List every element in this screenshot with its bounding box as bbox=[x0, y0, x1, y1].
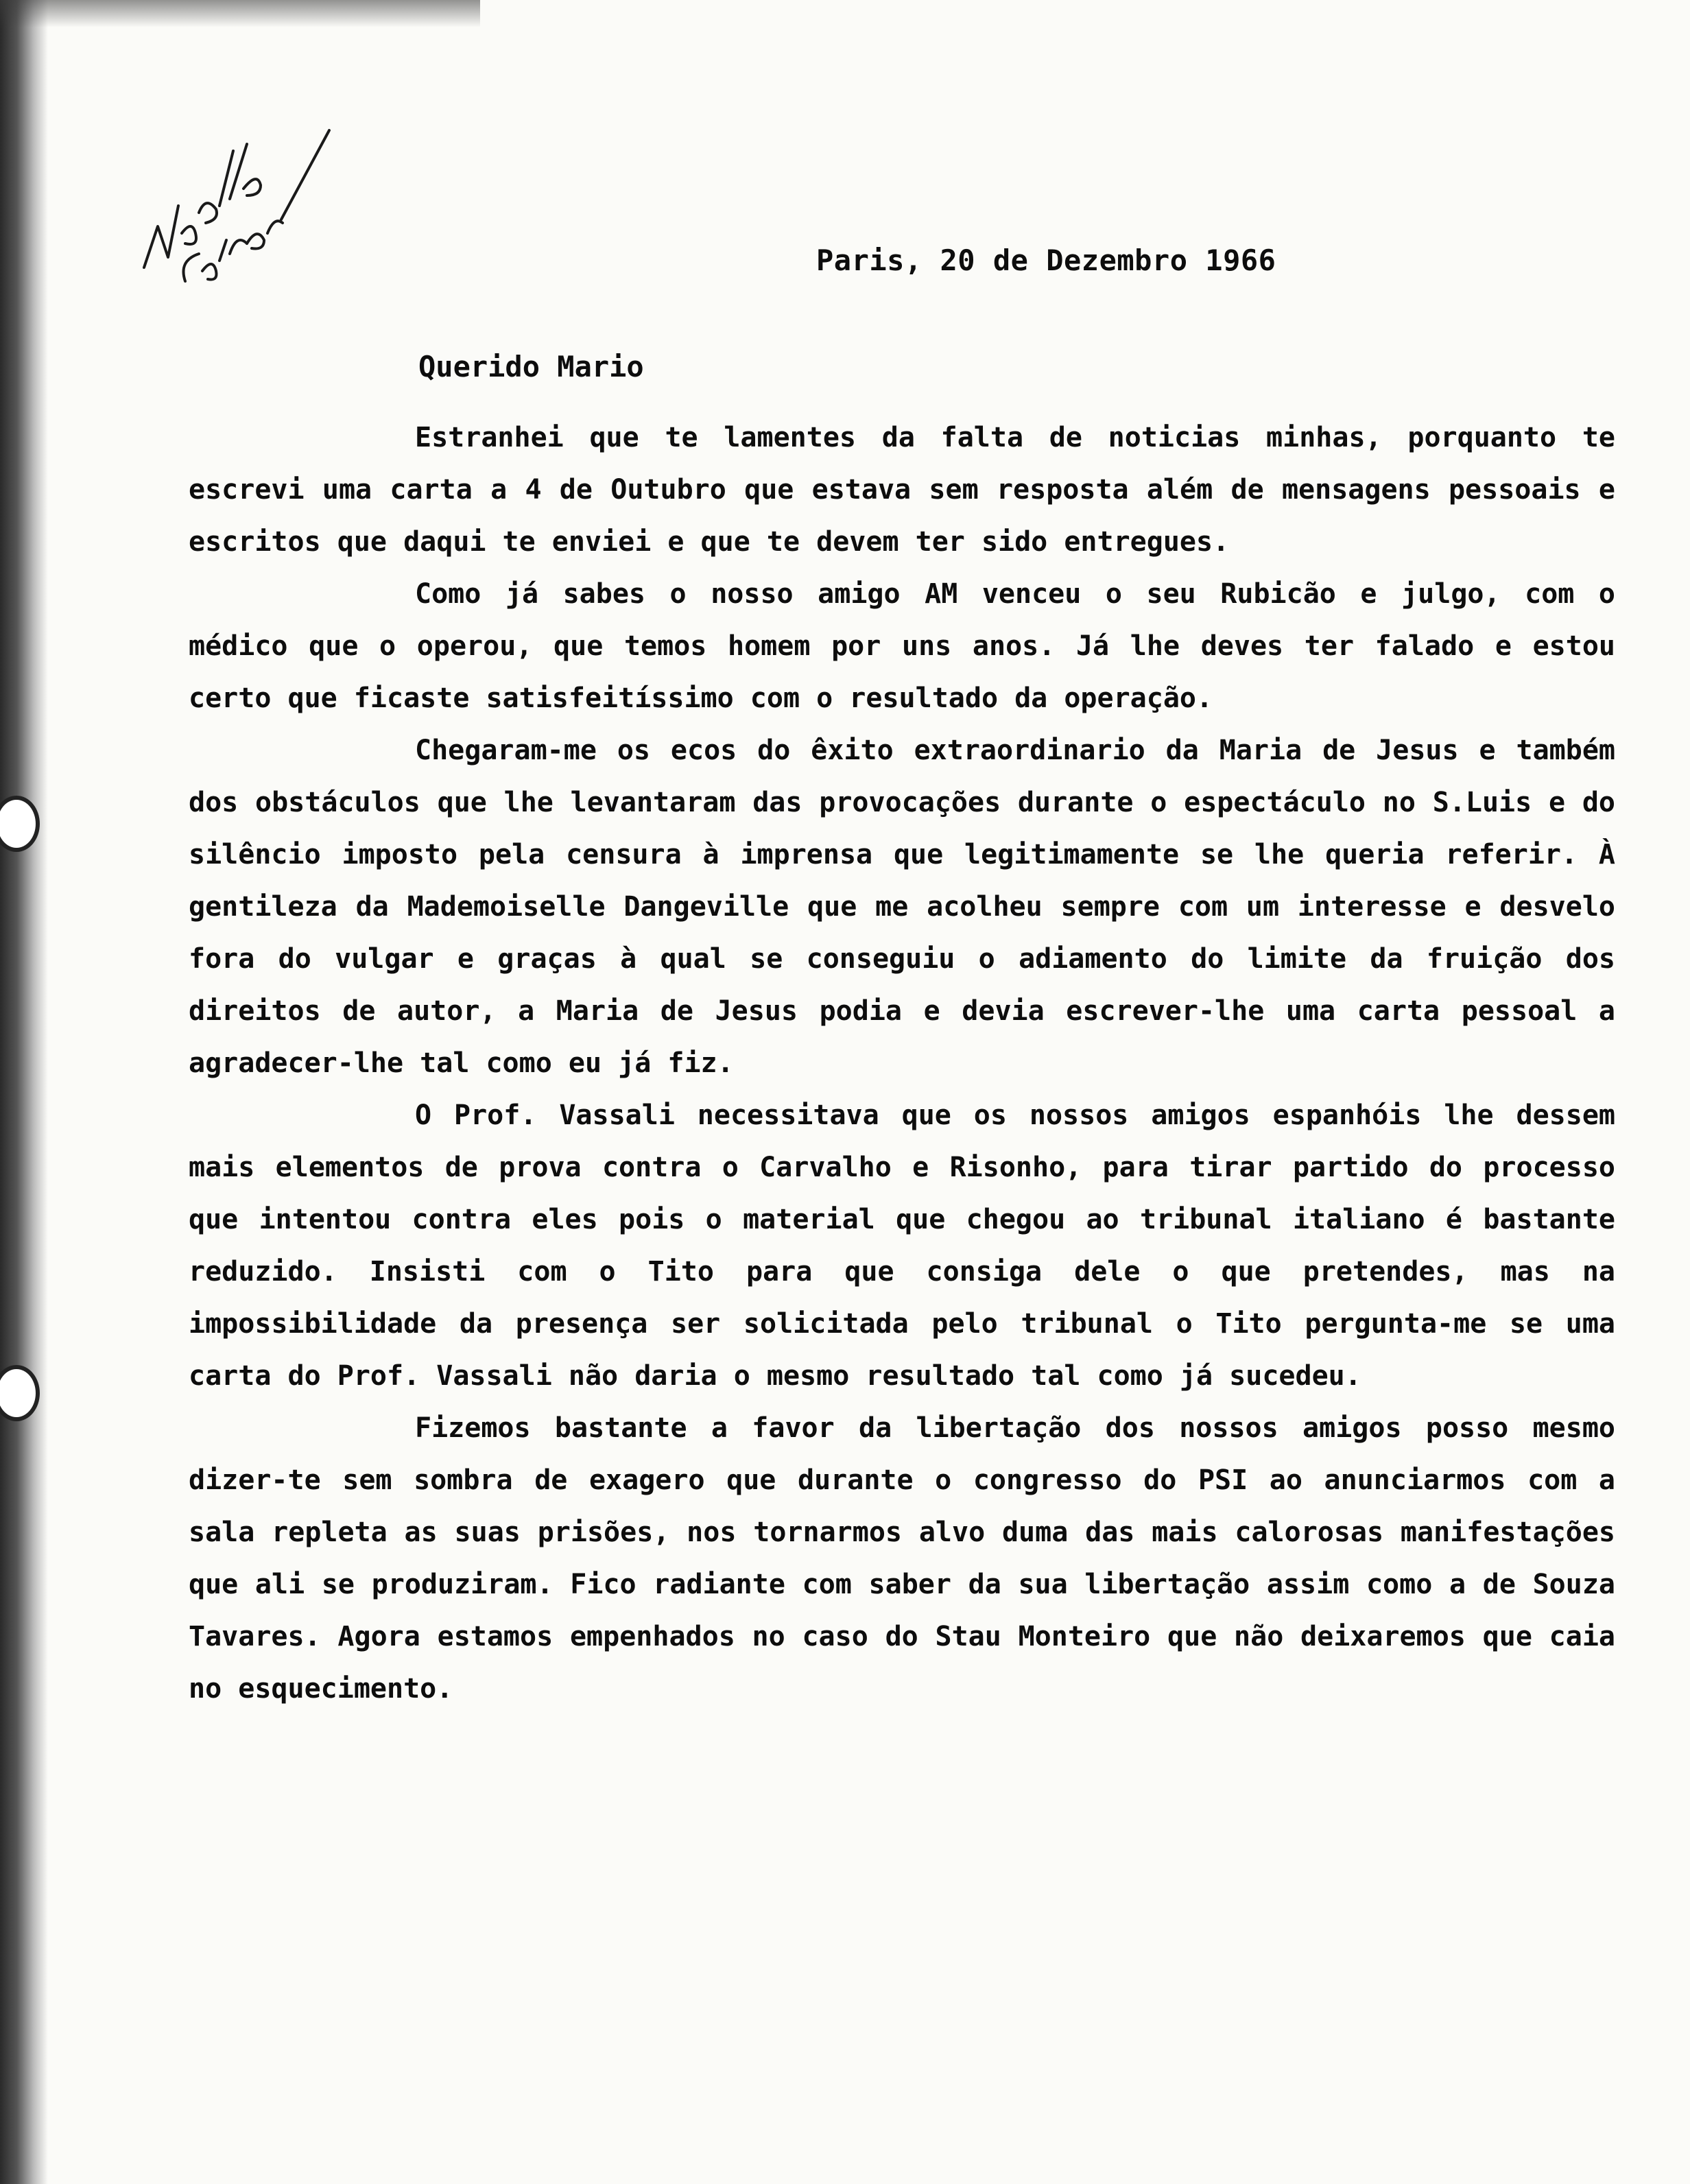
letter-salutation: Querido Mario bbox=[418, 350, 644, 383]
paragraph-3: Chegaram-me os ecos do êxito extraordinario da Maria de Jesus e também dos obstáculos que lhe levantaram das provocações durante o espectáculo no S.Luis e do silêncio imposto pela censura à imprensa que legitimamente se lhe queria referir. À gentileza da Mademoiselle Dangeville que me acolheu sempre com um interesse e desvelo fora do vulgar e graças à qual se conseguiu o adiamento do limite da fruição dos direitos de autor, a Maria de Jesus podia e devia escrever-lhe uma carta pessoal a agradecer-lhe tal como eu já fiz. bbox=[189, 735, 1615, 1079]
letter-date: Paris, 20 de Dezembro 1966 bbox=[816, 244, 1276, 277]
paragraph-1: Estranhei que te lamentes da falta de noticias minhas, porquanto te escrevi uma carta a 4 de Outubro que estava sem resposta além de mensagens pessoais e escritos que daqui te enviei e que te devem ter sido entregues. bbox=[189, 422, 1615, 558]
letter-body bbox=[189, 412, 1615, 1715]
paragraph-5: Fizemos bastante a favor da libertação dos nossos amigos posso mesmo dizer-te sem sombra de exagero que durante o congresso do PSI ao anunciarmos com a sala repleta as suas prisões, nos tornarmos alvo duma das mais calorosas manifestações que ali se produziram. Fico radiante com saber da sua libertação assim como a de Souza Tavares. Agora estamos empenhados no caso do Stau Monteiro que não deixaremos que caia no esquecimento. bbox=[189, 1412, 1615, 1705]
scan-shadow-edge bbox=[0, 0, 48, 2184]
handwritten-annotation bbox=[130, 123, 336, 288]
scan-shadow-top bbox=[0, 0, 480, 27]
paragraph-4: O Prof. Vassali necessitava que os nossos amigos espanhóis lhe dessem mais elementos de prova contra o Carvalho e Risonho, para tirar partido do processo que intentou contra eles pois o material que chegou ao tribunal italiano é bastante reduzido. Insisti com o Tito para que consiga dele o que pretendes, mas na impossibilidade da presença ser solicitada pelo tribunal o Tito pergunta-me se uma carta do Prof. Vassali não daria o mesmo resultado tal como já sucedeu. bbox=[189, 1100, 1615, 1392]
handwritten-signature-graphic bbox=[130, 123, 336, 288]
paragraph-2: Como já sabes o nosso amigo AM venceu o seu Rubicão e julgo, com o médico que o operou, que temos homem por uns anos. Já lhe deves ter falado e estou certo que ficaste satisfeitíssimo com o resultado da operação. bbox=[189, 578, 1615, 714]
